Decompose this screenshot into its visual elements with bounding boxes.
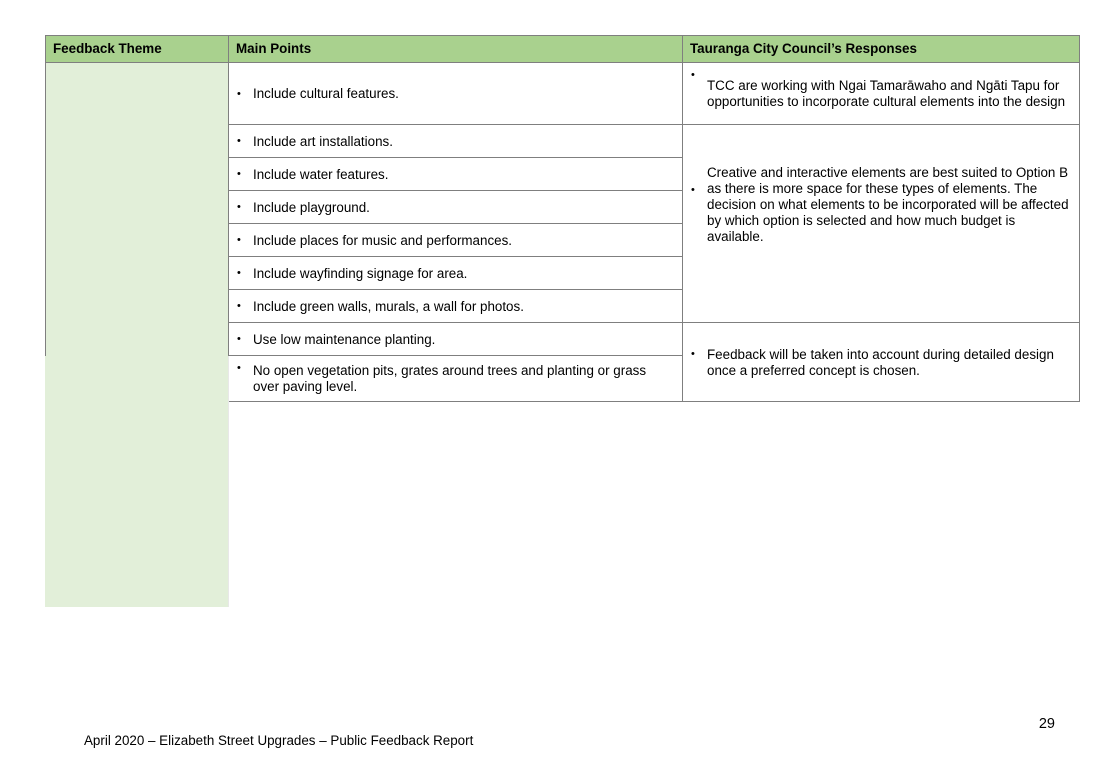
feedback-table [45,35,1080,402]
main-point-text: Include wayfinding signage for area. [253,265,468,281]
bullet: • [237,201,241,213]
bullet: • [237,333,241,345]
header-main-points: Main Points [229,36,683,63]
main-point-text: Include playground. [253,199,370,215]
table-header-row [46,36,1080,63]
bullet: • [237,362,241,374]
main-point [229,191,683,224]
page-number: 29 [1038,716,1055,732]
main-point-text: Include water features. [253,166,389,182]
feedback-theme-column-continuation [45,356,229,607]
council-response [683,125,1080,323]
main-point-text: Use low maintenance planting. [253,331,436,347]
header-council-responses: Tauranga City Council’s Responses [683,36,1080,63]
main-point [229,158,683,191]
main-point-text: Include places for music and performances. [253,232,513,248]
main-point [229,257,683,290]
main-point [229,224,683,257]
main-point [229,290,683,323]
main-point-text: No open vegetation pits, grates around trees and planting or grass over paving level. [253,363,647,394]
page-footer: April 2020 – Elizabeth Street Upgrades – Public Feedback Report [84,733,474,748]
bullet: • [691,184,695,196]
main-point [229,63,683,125]
main-point-text: Include green walls, murals, a wall for photos. [253,298,524,314]
bullet: • [237,234,241,246]
council-response-text: Feedback will be taken into account during detailed design once a preferred concept is chosen. [707,346,1054,378]
bullet: • [237,135,241,147]
council-response [683,63,1080,125]
council-response-text: Creative and interactive elements are best suited to Option B as there is more space for these types of elements. The decision on what elements to be incorporated will be affected by which option is selected and how much budget is available. [707,165,1069,244]
main-point-text: Include art installations. [253,133,393,149]
bullet: • [237,300,241,312]
bullet: • [237,267,241,279]
bullet: • [237,87,241,100]
feedback-theme-cell [46,63,229,402]
header-feedback-theme: Feedback Theme [46,36,229,63]
council-response [683,323,1080,402]
bullet: • [237,168,241,180]
main-point-text: Include cultural features. [253,86,399,101]
main-point [229,356,683,402]
bullet: • [691,348,695,360]
main-point [229,323,683,356]
main-point [229,125,683,158]
table-row [46,63,1080,125]
bullet: • [691,69,695,81]
council-response-text: TCC are working with Ngai Tamarāwaho and Ngāti Tapu for opportunities to incorporate cultural elements into the design [707,78,1066,109]
